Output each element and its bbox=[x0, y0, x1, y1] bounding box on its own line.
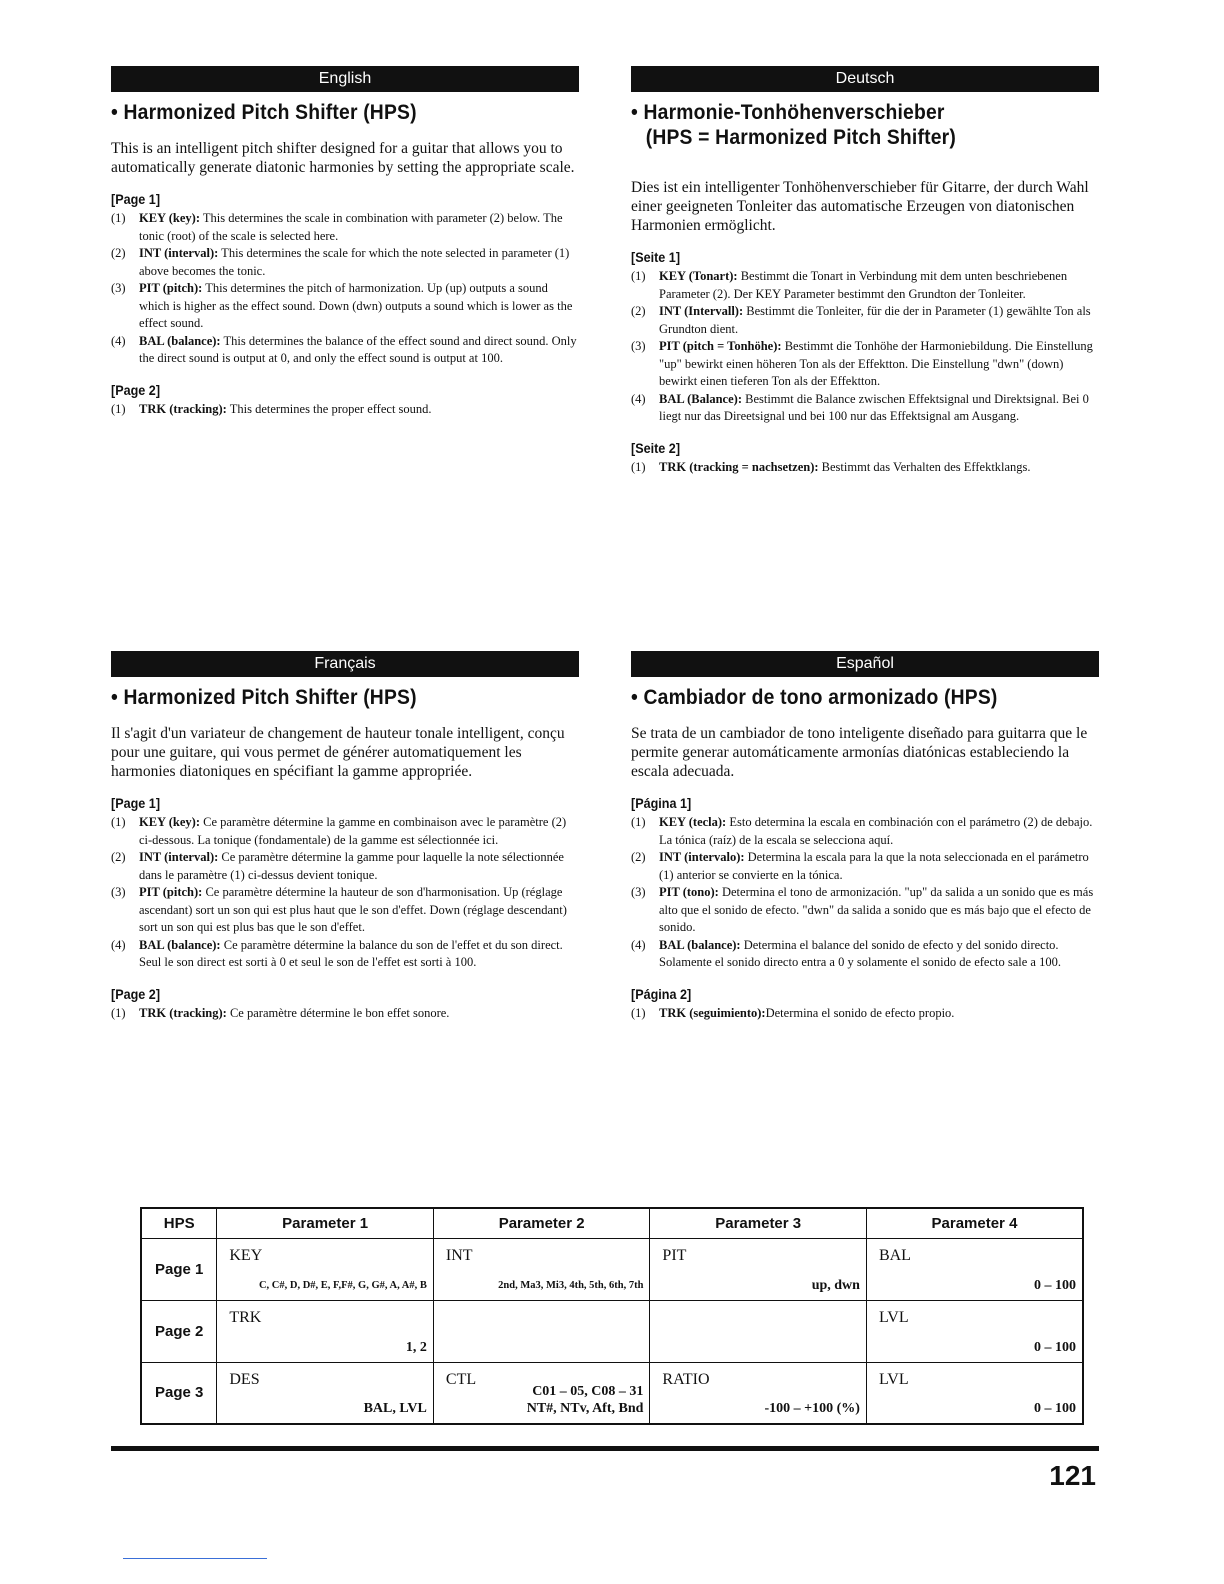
item-description: Ce paramètre détermine la gamme en combinaison avec le paramètre (2) ci-dessous. La tonique (fondamentale) de la gamme est sélectionnée ici. bbox=[139, 815, 567, 847]
language-bar: Español bbox=[631, 651, 1099, 677]
item-description: This determines the scale in combination with parameter (2) below. The tonic (root) of the scale is selected here. bbox=[139, 211, 563, 243]
item-description: Determina el balance del sonido de efecto y del sonido directo. Solamente el sonido directo entra a 0 y solamente el sonido de efecto sale a 100. bbox=[659, 937, 1061, 969]
table-param-cell bbox=[866, 1300, 1083, 1362]
page-2-list bbox=[631, 459, 1099, 477]
item-description: Ce paramètre détermine le bon effet sonore. bbox=[226, 1005, 450, 1020]
item-text bbox=[139, 210, 579, 245]
item-term: INT (interval): bbox=[139, 246, 219, 260]
table-header-cell: HPS bbox=[141, 1208, 217, 1238]
item-term: KEY (Tonart): bbox=[659, 269, 738, 283]
param-range: C, C#, D, D#, E, F,F#, G, G#, A, A#, B bbox=[258, 1279, 427, 1291]
item-term: PIT (pitch = Tonhöhe): bbox=[659, 339, 782, 353]
param-name: LVL bbox=[878, 1308, 909, 1326]
list-item bbox=[631, 268, 1099, 303]
page-1-heading: [Página 1] bbox=[631, 795, 692, 811]
list-item bbox=[111, 1005, 579, 1023]
table-row bbox=[141, 1238, 1083, 1300]
page-2-heading: [Página 2] bbox=[631, 985, 692, 1002]
table-header-row bbox=[141, 1208, 1083, 1238]
item-description: This determines the scale for which the note selected in parameter (1) above becomes the tonic. bbox=[139, 246, 570, 278]
item-number: (3) bbox=[631, 339, 646, 353]
list-item bbox=[631, 459, 1099, 477]
list-item bbox=[111, 884, 579, 937]
item-term: BAL (balance): bbox=[139, 333, 221, 348]
page-1-heading: [Page 1] bbox=[111, 795, 161, 811]
page-2-list bbox=[111, 401, 579, 419]
section-title: • Harmonized Pitch Shifter (HPS) bbox=[111, 686, 417, 709]
page-2-heading: [Page 2] bbox=[111, 381, 161, 398]
item-text bbox=[139, 1005, 579, 1023]
intro-text: Dies ist ein intelligenter Tonhöhenverschieber für Gitarre, der durch Wahl einer geeigneten Tonleiter das automatische Erzeugen von diatonischen Harmonien ermöglicht. bbox=[631, 179, 1089, 234]
table-param-cell bbox=[650, 1300, 867, 1362]
language-bar: Deutsch bbox=[631, 66, 1099, 92]
item-term: BAL (balance): bbox=[659, 937, 741, 952]
param-name: DES bbox=[229, 1370, 260, 1388]
section-francais bbox=[111, 651, 579, 1022]
item-term: INT (intervalo): bbox=[659, 850, 745, 864]
item-text bbox=[659, 884, 1099, 937]
param-range: 1, 2 bbox=[405, 1339, 427, 1355]
item-text bbox=[139, 849, 579, 884]
item-term: INT (interval): bbox=[139, 850, 219, 864]
language-bar: English bbox=[111, 66, 579, 92]
item-text bbox=[139, 333, 579, 368]
param-range: 0 – 100 bbox=[1034, 1277, 1076, 1293]
table-body bbox=[141, 1238, 1083, 1424]
language-bar: Français bbox=[111, 651, 579, 677]
section-title-line-2: (HPS = Harmonized Pitch Shifter) bbox=[645, 126, 956, 149]
table-param-cell bbox=[433, 1300, 650, 1362]
table-param-cell bbox=[650, 1362, 867, 1424]
param-name: INT bbox=[445, 1246, 473, 1264]
param-range: up, dwn bbox=[811, 1277, 860, 1293]
item-number: (3) bbox=[631, 885, 646, 899]
item-term: BAL (Balance): bbox=[659, 391, 742, 406]
item-number: (1) bbox=[111, 1005, 126, 1020]
item-description: Bestimmt die Tonhöhe der Harmoniebildung. Die Einstellung "up" bewirkt einen höheren Ton als der Effektton. Die Einstellung "dwn" (down) bewirkt einen tieferen Ton als der Effektton. bbox=[659, 339, 1093, 388]
list-item bbox=[631, 1005, 1099, 1023]
item-term: TRK (tracking): bbox=[139, 401, 227, 416]
list-item bbox=[111, 937, 579, 972]
item-description: Determina el sonido de efecto propio. bbox=[765, 1005, 955, 1020]
list-item bbox=[111, 280, 579, 333]
param-name: PIT bbox=[662, 1246, 687, 1264]
param-range: BAL, LVL bbox=[363, 1401, 427, 1416]
item-text bbox=[659, 937, 1099, 972]
item-text bbox=[659, 268, 1099, 303]
list-item bbox=[111, 849, 579, 884]
item-number: (4) bbox=[631, 391, 646, 406]
item-number: (1) bbox=[111, 815, 126, 829]
table-header-cell: Parameter 2 bbox=[433, 1208, 650, 1238]
item-term: PIT (pitch): bbox=[139, 281, 203, 295]
section-title-line-1: • Harmonie-Tonhöhenverschieber bbox=[631, 101, 945, 124]
page-1-list bbox=[631, 268, 1099, 426]
param-range: -100 – +100 (%) bbox=[764, 1401, 860, 1416]
list-item bbox=[111, 401, 579, 419]
page-number: 121 bbox=[1049, 1460, 1096, 1491]
item-description: Determina la escala para la que la nota seleccionada en el parámetro (1) anterior se convierte en la tónica. bbox=[659, 850, 1089, 882]
param-range: 0 – 100 bbox=[1034, 1401, 1076, 1416]
page-2-heading: [Page 2] bbox=[111, 985, 161, 1002]
item-description: This determines the proper effect sound. bbox=[226, 401, 432, 416]
section-espanol bbox=[631, 651, 1099, 1022]
list-item bbox=[111, 245, 579, 280]
item-term: TRK (seguimiento): bbox=[659, 1005, 766, 1020]
page-2-list bbox=[631, 1005, 1099, 1023]
item-text bbox=[659, 391, 1099, 426]
item-description: This determines the pitch of harmonization. Up (up) outputs a sound which is higher as the effect sound. Down (dwn) outputs a sound which is lower as the effect sound. bbox=[139, 281, 573, 330]
item-number: (4) bbox=[631, 937, 646, 952]
intro-text: Il s'agit d'un variateur de changement de hauteur tonale intelligent, conçu pour une guitare, qui vous permet de générer automatiquement les harmonies diatoniques en spécifiant la gamme appropriée. bbox=[111, 725, 565, 780]
param-range: 2nd, Ma3, Mi3, 4th, 5th, 6th, 7th bbox=[498, 1279, 644, 1291]
item-number: (2) bbox=[111, 850, 126, 864]
list-item bbox=[631, 391, 1099, 426]
param-range: C01 – 05, C08 – 31 NT#, NTv, Aft, Bnd bbox=[526, 1384, 644, 1416]
item-description: Ce paramètre détermine la hauteur de son d'harmonisation. Up (réglage ascendant) sort un son qui est plus haut que le son d'effet. Down (réglage descendant) sort un son qui est plus bas que le son d'effet. bbox=[139, 885, 567, 934]
param-name: BAL bbox=[878, 1246, 911, 1264]
item-number: (1) bbox=[631, 815, 646, 829]
table-page-cell: Page 3 bbox=[141, 1362, 217, 1424]
param-name: LVL bbox=[878, 1370, 909, 1388]
param-name: TRK bbox=[229, 1308, 262, 1326]
item-description: Determina el tono de armonización. "up" da salida a un sonido que es más alto que el sonido de efecto. "dwn" da salida a sonido que es más bajo que el efecto de sonido. bbox=[659, 885, 1094, 934]
table-param-cell bbox=[217, 1300, 434, 1362]
list-item bbox=[111, 814, 579, 849]
param-name: KEY bbox=[229, 1246, 263, 1264]
item-text bbox=[139, 280, 579, 333]
table-param-cell bbox=[217, 1362, 434, 1424]
section-english bbox=[111, 66, 579, 418]
item-text bbox=[659, 459, 1099, 477]
page-1-list bbox=[111, 210, 579, 368]
page-1-heading: [Page 1] bbox=[111, 191, 161, 207]
item-text bbox=[659, 1005, 1099, 1023]
item-text bbox=[139, 884, 579, 937]
param-range: 0 – 100 bbox=[1034, 1339, 1076, 1355]
item-number: (4) bbox=[111, 333, 126, 348]
param-name: RATIO bbox=[662, 1370, 710, 1388]
item-number: (1) bbox=[631, 459, 646, 474]
item-term: PIT (tono): bbox=[659, 885, 719, 899]
item-text bbox=[659, 303, 1099, 338]
intro-text: Se trata de un cambiador de tono inteligente diseñado para guitarra que le permite generar automáticamente armonías diatónicas estableciendo la escala adecuada. bbox=[631, 725, 1088, 780]
list-item bbox=[111, 210, 579, 245]
item-number: (2) bbox=[631, 850, 646, 864]
list-item bbox=[631, 814, 1099, 849]
item-text bbox=[139, 814, 579, 849]
section-title: • Harmonized Pitch Shifter (HPS) bbox=[111, 101, 417, 124]
section-deutsch bbox=[631, 66, 1099, 476]
item-number: (3) bbox=[111, 281, 126, 295]
table-page-cell: Page 1 bbox=[141, 1238, 217, 1300]
list-item bbox=[631, 338, 1099, 391]
item-description: Ce paramètre détermine la gamme pour laquelle la note sélectionnée dans le paramètre (1) ci-dessus devient tonique. bbox=[139, 850, 564, 882]
table-header-cell: Parameter 4 bbox=[866, 1208, 1083, 1238]
item-number: (2) bbox=[631, 304, 646, 318]
item-number: (1) bbox=[111, 401, 126, 416]
table-param-cell bbox=[866, 1362, 1083, 1424]
item-term: PIT (pitch): bbox=[139, 885, 203, 899]
item-term: INT (Intervall): bbox=[659, 304, 744, 318]
item-text bbox=[659, 814, 1099, 849]
item-number: (2) bbox=[111, 246, 126, 260]
item-text bbox=[139, 401, 579, 419]
item-text bbox=[139, 245, 579, 280]
item-number: (3) bbox=[111, 885, 126, 899]
item-description: Bestimmt die Balance zwischen Effektsignal und Direktsignal. Bei 0 liegt nur das Direetsignal und bei 100 nur das Effektsignal am Ausgang. bbox=[659, 391, 1089, 423]
page-1-list bbox=[631, 814, 1099, 972]
section-title: • Cambiador de tono armonizado (HPS) bbox=[631, 686, 998, 709]
item-text bbox=[659, 849, 1099, 884]
page-1-heading: [Seite 1] bbox=[631, 249, 681, 265]
table-param-cell bbox=[433, 1238, 650, 1300]
item-description: Bestimmt das Verhalten des Effektklangs. bbox=[818, 459, 1031, 474]
list-item bbox=[631, 884, 1099, 937]
footer-rule bbox=[111, 1446, 1099, 1451]
page-2-heading: [Seite 2] bbox=[631, 439, 681, 456]
list-item bbox=[631, 849, 1099, 884]
item-description: Bestimmt die Tonleiter, für die der in Parameter (1) gewählte Ton als Grundton dient. bbox=[659, 304, 1091, 336]
table-param-cell bbox=[433, 1362, 650, 1424]
table-row bbox=[141, 1362, 1083, 1424]
page-1-list bbox=[111, 814, 579, 972]
table-param-cell bbox=[866, 1238, 1083, 1300]
list-item bbox=[111, 333, 579, 368]
intro-text: This is an intelligent pitch shifter designed for a guitar that allows you to automatically generate diatonic harmonies by setting the appropriate scale. bbox=[111, 140, 575, 176]
table-header-cell: Parameter 3 bbox=[650, 1208, 867, 1238]
item-description: Bestimmt die Tonart in Verbindung mit dem unten beschriebenen Parameter (2). Der KEY Parameter bestimmt den Grundton der Tonleiter. bbox=[659, 269, 1068, 301]
item-number: (1) bbox=[631, 269, 646, 283]
table-page-cell: Page 2 bbox=[141, 1300, 217, 1362]
item-number: (4) bbox=[111, 937, 126, 952]
item-term: TRK (tracking): bbox=[139, 1005, 227, 1020]
parameter-table bbox=[140, 1207, 1084, 1425]
param-name: CTL bbox=[445, 1370, 477, 1388]
item-text bbox=[659, 338, 1099, 391]
item-description: Esto determina la escala en combinación con el parámetro (2) de debajo. La tónica (raíz) de la escala se selecciona aquí. bbox=[659, 815, 1093, 847]
item-number: (1) bbox=[631, 1005, 646, 1020]
item-number: (1) bbox=[111, 211, 126, 225]
section-title bbox=[631, 100, 1062, 150]
item-term: KEY (key): bbox=[139, 211, 200, 225]
table-row bbox=[141, 1300, 1083, 1362]
item-term: TRK (tracking = nachsetzen): bbox=[659, 459, 819, 474]
item-description: Ce paramètre détermine la balance du son de l'effet et du son direct. Seul le son direct est sorti à 0 et seul le son de l'effet est sorti à 100. bbox=[139, 937, 563, 969]
list-item bbox=[631, 303, 1099, 338]
page-2-list bbox=[111, 1005, 579, 1023]
list-item bbox=[631, 937, 1099, 972]
item-description: This determines the balance of the effect sound and direct sound. Only the direct sound is output at 0, and only the effect sound is output at 100. bbox=[139, 333, 577, 365]
footer-link-line bbox=[123, 1558, 267, 1559]
table-param-cell bbox=[217, 1238, 434, 1300]
table-header-cell: Parameter 1 bbox=[217, 1208, 434, 1238]
table-param-cell bbox=[650, 1238, 867, 1300]
item-term: KEY (key): bbox=[139, 815, 200, 829]
item-term: KEY (tecla): bbox=[659, 815, 727, 829]
item-text bbox=[139, 937, 579, 972]
item-term: BAL (balance): bbox=[139, 937, 221, 952]
